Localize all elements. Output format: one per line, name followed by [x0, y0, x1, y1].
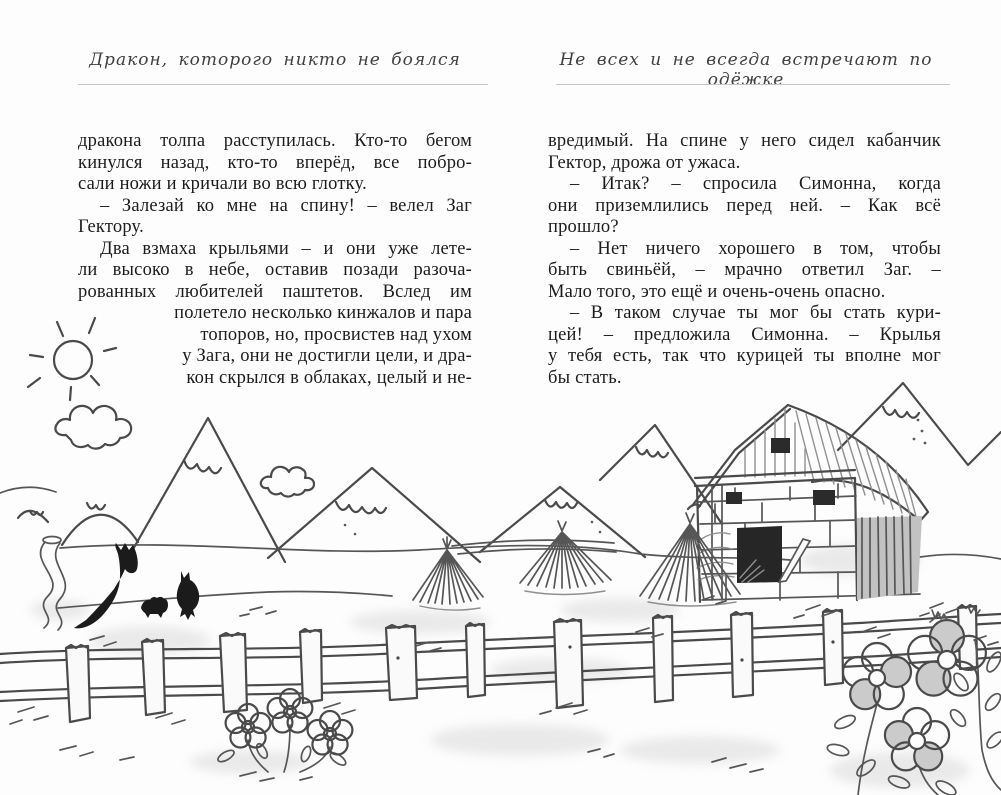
text-line: кон скрылся в облаках, целый и не- [186, 367, 472, 388]
text-line: они приземлились перед ней. – Как всё [548, 195, 941, 216]
text-line: кинулся назад, кто-то вперёд, все побро- [78, 152, 472, 173]
mountains-drawing [18, 383, 1001, 562]
right-header-rule [556, 84, 950, 85]
text-line: Два взмаха крыльями – и они уже лете- [100, 238, 472, 259]
text-line: Гектору. [78, 217, 144, 237]
left-header-rule [78, 84, 488, 85]
text-line: топоров, но, просвистев над ухом [200, 324, 472, 345]
text-line: у Зага, они не достигли цели, и дра- [182, 346, 472, 366]
text-line: – Нет ничего хорошего в том, чтобы [570, 238, 941, 259]
text-line: – В таком случае ты мог бы стать кури- [570, 303, 941, 323]
text-line: – Итак? – спросила Симонна, когда [570, 174, 941, 194]
haystack-drawing [413, 513, 740, 610]
farm-illustration [0, 310, 1001, 795]
text-line: вредимый. На спине у него сидел кабанчик [548, 131, 941, 151]
text-line: Мало того, это ещё и очень-очень опасно. [548, 281, 886, 302]
bird-silhouette [177, 571, 199, 620]
text-line: цей! – предложила Симонна. – Крылья [548, 324, 941, 345]
text-line: у тебя есть, так что курицей ты вполне мог [548, 346, 941, 366]
text-line: – Залезай ко мне на спину! – велел Заг [100, 195, 472, 216]
cloud-icon [55, 406, 314, 497]
text-line: рованных любителей паштетов. Вслед им [78, 281, 472, 302]
sun-icon [28, 318, 116, 400]
text-line: ли высоко в небе, оставив позади разоча- [78, 260, 472, 280]
right-running-header: Не всех и не всегда встречают по одёжке [559, 50, 933, 90]
text-line: сали ножи и кричали во всю глотку. [78, 174, 367, 194]
text-line: Гектор, дрожа от ужаса. [548, 152, 741, 173]
text-line: быть свиньёй, – мрачно ответил Заг. – [548, 260, 941, 280]
text-line: дракона толпа расступилась. Кто-то бегом [78, 131, 472, 151]
text-line: полетело несколько кинжалов и пара [174, 303, 472, 323]
left-running-header: Дракон, которого никто не боялся [89, 50, 461, 70]
text-line: бы стать. [548, 367, 622, 388]
text-line: прошло? [548, 217, 619, 237]
